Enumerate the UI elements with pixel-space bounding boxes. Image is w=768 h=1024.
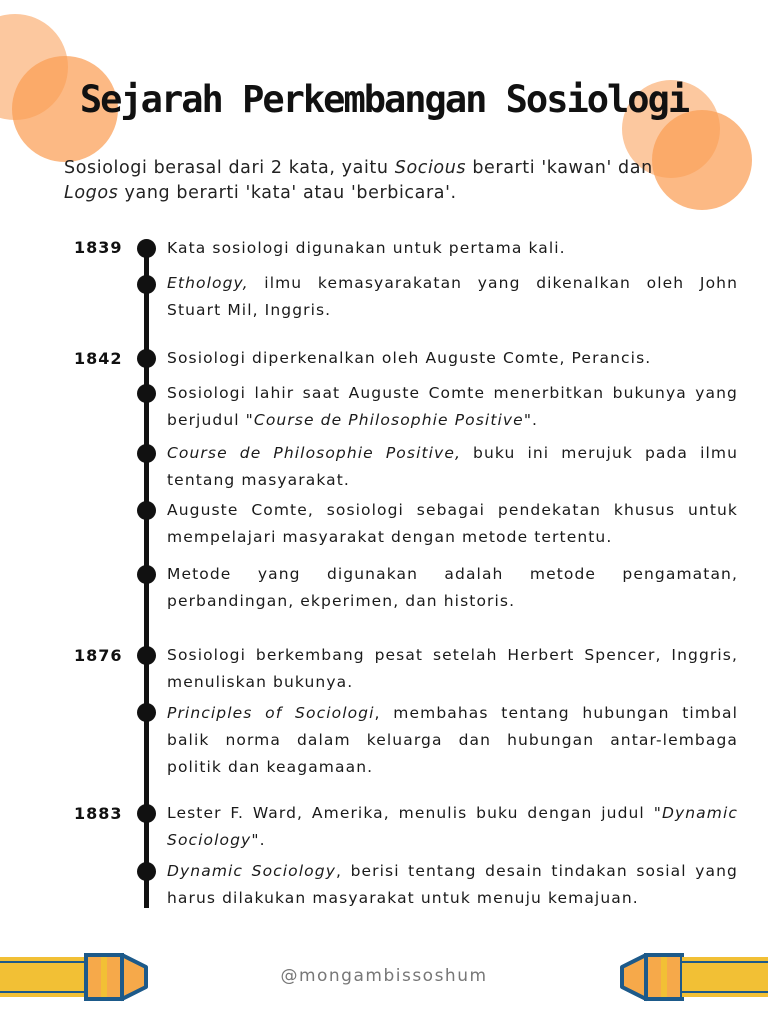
- decor-circle-top-right-2: [652, 110, 752, 210]
- year-label-1842: 1842: [74, 349, 123, 368]
- entry-text: Sosiologi berkembang pesat setelah Herbert Spencer, Inggris, menuliskan bukunya.: [167, 646, 738, 691]
- timeline-entry-9: [167, 700, 738, 781]
- intro-text-3: yang berarti 'kata' atau 'berbicara'.: [118, 183, 457, 203]
- intro-text-1: Sosiologi berasal dari 2 kata, yaitu: [64, 158, 395, 178]
- page-title: Sejarah Perkembangan Sosiologi: [79, 78, 689, 121]
- intro-term-logos: Logos: [64, 183, 119, 203]
- entry-text: Metode yang digunakan adalah metode pengamatan, perbandingan, ekperimen, dan historis.: [167, 565, 738, 610]
- entry-text: Auguste Comte, sosiologi sebagai pendekatan khusus untuk mempelajari masyarakat dengan metode tertentu.: [167, 501, 738, 546]
- footer-handle: @mongambissoshum: [280, 966, 488, 986]
- timeline-dot: [137, 275, 156, 294]
- timeline-entry-4: [167, 380, 738, 434]
- timeline-entry-1: [167, 235, 738, 262]
- entry-term: Ethology,: [167, 274, 249, 292]
- timeline-entry-7: [167, 561, 738, 615]
- entry-text: ilmu kemasyarakatan yang dikenalkan oleh John Stuart Mil, Inggris.: [167, 274, 738, 319]
- timeline-dot: [137, 444, 156, 463]
- timeline-dot: [137, 804, 156, 823]
- timeline-dot: [137, 349, 156, 368]
- intro-text-2: berarti 'kawan' dan: [466, 158, 653, 178]
- intro-term-socious: Socious: [394, 158, 467, 178]
- entry-text: Kata sosiologi digunakan untuk pertama kali.: [167, 239, 566, 257]
- pencil-left-icon: [0, 953, 150, 1003]
- pencil-right-icon: [620, 953, 768, 1003]
- entry-term: Dynamic Sociology: [167, 862, 336, 880]
- timeline-entry-11: [167, 858, 738, 912]
- timeline-dot: [137, 501, 156, 520]
- entry-term: Dynamic Sociology: [167, 804, 738, 849]
- entry-term: Principles of Sociologi: [167, 704, 375, 722]
- entry-text-post: ".: [251, 831, 266, 849]
- timeline-entry-2: [167, 270, 738, 324]
- timeline-dot: [137, 565, 156, 584]
- entry-term: Course de Philosophie Positive,: [167, 444, 461, 462]
- timeline-dot: [137, 239, 156, 258]
- timeline-entry-8: [167, 642, 738, 696]
- entry-text-post: ".: [523, 411, 539, 429]
- year-label-1883: 1883: [74, 804, 123, 823]
- timeline-dot: [137, 646, 156, 665]
- timeline-entry-3: [167, 345, 738, 372]
- timeline-dot: [137, 862, 156, 881]
- entry-text: , membahas tentang hubungan timbal balik norma dalam keluarga dan hubungan antar-lembaga politik dan keagamaan.: [167, 704, 738, 776]
- entry-text: , berisi tentang desain tindakan sosial yang harus dilakukan masyarakat untuk menuju kemajuan.: [167, 862, 738, 907]
- timeline-dot: [137, 384, 156, 403]
- intro-paragraph: [64, 156, 664, 206]
- timeline-entry-6: [167, 497, 738, 551]
- timeline-entry-10: [167, 800, 738, 854]
- year-label-1876: 1876: [74, 646, 123, 665]
- entry-text-pre: Lester F. Ward, Amerika, menulis buku dengan judul ": [167, 804, 662, 822]
- entry-text: buku ini merujuk pada ilmu tentang masyarakat.: [167, 444, 739, 489]
- timeline-dot: [137, 703, 156, 722]
- year-label-1839: 1839: [74, 238, 123, 257]
- entry-text-pre: Sosiologi lahir saat Auguste Comte menerbitkan bukunya yang berjudul ": [167, 384, 738, 429]
- entry-term: Course de Philosophie Positive: [253, 411, 524, 429]
- entry-text: Sosiologi diperkenalkan oleh Auguste Comte, Perancis.: [167, 349, 652, 367]
- timeline-entry-5: [167, 440, 738, 494]
